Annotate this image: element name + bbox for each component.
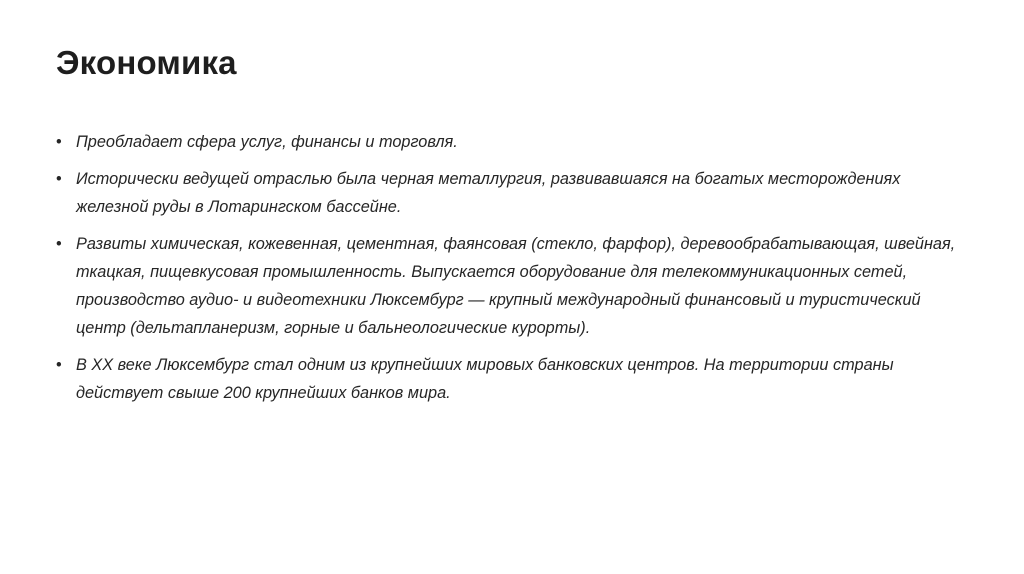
- slide-title: Экономика: [56, 44, 237, 81]
- bullet-item-2: • Исторически ведущей отраслью была черная металлургия, развивавшаяся на богатых месторождениях железной руды в Лотарингском бассейне.: [56, 165, 956, 221]
- bullet-list: [56, 128, 956, 416]
- bullet-item-4: • В XX веке Люксембург стал одним из крупнейших мировых банковских центров. На территории страны действует свыше 200 крупнейших банков мира.: [56, 351, 956, 407]
- bullet-item-3: • Развиты химическая, кожевенная, цементная, фаянсовая (стекло, фарфор), деревообрабатывающая, швейная, ткацкая, пищевкусовая промышленность. Выпускается оборудование для телекоммуникационных сетей, производство аудио- и видеотехники Люксембург — крупный международный финансовый и туристический центр (дельтапланеризм, горные и бальнеологические курорты).: [56, 230, 956, 342]
- bullet-item-1: • Преобладает сфера услуг, финансы и торговля.: [56, 128, 956, 156]
